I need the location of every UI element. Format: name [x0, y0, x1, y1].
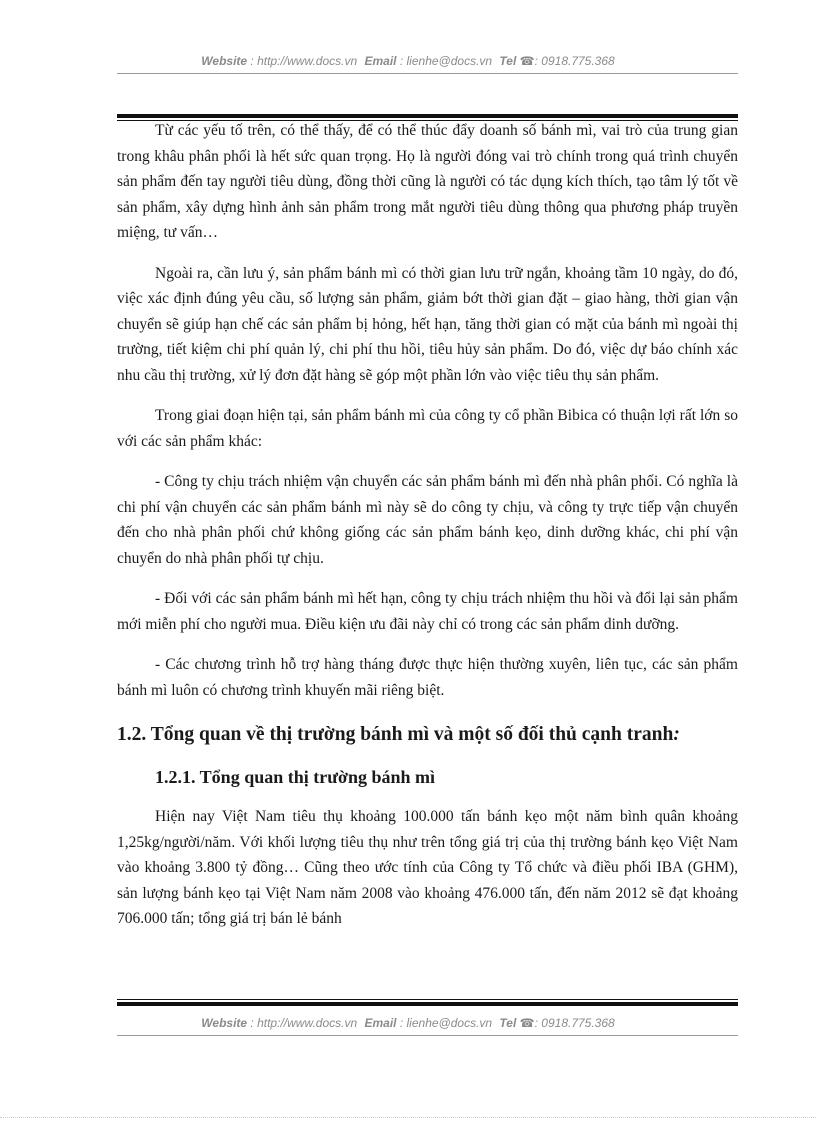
footer-email-label: Email: [364, 1016, 397, 1030]
document-body: [117, 118, 738, 947]
header-tel-label: Tel: [499, 54, 517, 68]
footer-website-value[interactable]: : http://www.docs.vn: [250, 1016, 358, 1030]
paragraph: Trong giai đoạn hiện tại, sản phẩm bánh mì của công ty cổ phần Bibica có thuận lợi rất lớn so với các sản phẩm khác:: [117, 407, 738, 450]
section-heading-text: 1.2. Tổng quan về thị trường bánh mì và một số đối thủ cạnh tranh: [117, 724, 674, 745]
footer-website-label: Website: [201, 1016, 248, 1030]
section-heading: [117, 719, 738, 750]
footer-divider: [117, 1035, 738, 1036]
subsection-heading: 1.2.1. Tổng quan thị trường bánh mì: [155, 767, 436, 787]
phone-icon: ☎: [519, 1016, 535, 1030]
paragraph: - Công ty chịu trách nhiệm vận chuyển các sản phẩm bánh mì đến nhà phân phối. Có nghĩa là chi phí vận chuyển các sản phẩm bánh mì này sẽ do công ty chịu, và công ty trực tiếp vận chuyển đến cho nhà phân phối chứ không giống các sản phẩm bánh kẹo, dinh dưỡng khác, chi phí vận chuyển do nhà phân phối tự chịu.: [117, 473, 738, 567]
paragraph: - Đối với các sản phẩm bánh mì hết hạn, công ty chịu trách nhiệm thu hồi và đổi lại sản phẩm mới miễn phí cho người mua. Điều kiện ưu đãi này chỉ có trong các sản phẩm dinh dưỡng.: [117, 590, 738, 633]
paragraph: - Các chương trình hỗ trợ hàng tháng được thực hiện thường xuyên, liên tục, các sản phẩm bánh mì luôn có chương trình khuyến mãi riêng biệt.: [117, 656, 738, 699]
section-heading-suffix: :: [673, 724, 680, 745]
paragraph: Hiện nay Việt Nam tiêu thụ khoảng 100.000 tấn bánh kẹo một năm bình quân khoảng 1,25kg/người/năm. Với khối lượng tiêu thụ như trên tổng giá trị của thị trường bánh kẹo Việt Nam vào khoảng 3.800 tỷ đồng… Cũng theo ước tính của Công ty Tổ chức và điều phối IBA (GHM), sản lượng bánh kẹo tại Việt Nam năm 2008 vào khoảng 476.000 tấn, đến năm 2012 sẽ đạt khoảng 706.000 tấn; tổng giá trị bán lẻ bánh: [117, 808, 738, 927]
paragraph: Ngoài ra, cần lưu ý, sản phẩm bánh mì có thời gian lưu trữ ngắn, khoảng tầm 10 ngày, do đó, việc xác định đúng yêu cầu, số lượng sản phẩm, giảm bớt thời gian đặt – giao hàng, thời gian vận chuyển sẽ giúp hạn chế các sản phẩm bị hỏng, hết hạn, tăng thời gian có mặt của bánh mì ngoài thị trường, tiết kiệm chi phí quản lý, chi phí thu hồi, tiêu hủy sản phẩm. Do đó, việc dự báo chính xác nhu cầu thị trường, xử lý đơn đặt hàng sẽ góp một phần lớn vào việc tiêu thụ sản phẩm.: [117, 264, 738, 384]
footer-email-value[interactable]: : lienhe@docs.vn: [399, 1016, 493, 1030]
page-header: [0, 54, 816, 68]
header-email-label: Email: [364, 54, 397, 68]
header-divider: [117, 73, 738, 74]
page-bottom-dotted-line: [0, 1117, 816, 1118]
header-website-label: Website: [201, 54, 248, 68]
footer-tel-label: Tel: [499, 1016, 517, 1030]
phone-icon: ☎: [519, 54, 535, 68]
paragraph: Từ các yếu tố trên, có thể thấy, để có thể thúc đẩy doanh số bánh mì, vai trò của trung gian trong khâu phân phối là hết sức quan trọng. Họ là người đóng vai trò chính trong quá trình chuyển sản phẩm đến tay người tiêu dùng, đồng thời cũng là người có tác dụng kích thích, tạo tâm lý tốt về sản phẩm, xây dựng hình ảnh sản phẩm trong mắt người tiêu dùng thông qua phương pháp truyền miệng, tư vấn…: [117, 122, 738, 241]
bottom-double-rule: [117, 999, 738, 1006]
header-email-value[interactable]: : lienhe@docs.vn: [399, 54, 493, 68]
page-footer: [0, 1016, 816, 1030]
header-website-value[interactable]: : http://www.docs.vn: [250, 54, 358, 68]
footer-tel-value: : 0918.775.368: [534, 1016, 615, 1030]
header-tel-value: : 0918.775.368: [534, 54, 615, 68]
